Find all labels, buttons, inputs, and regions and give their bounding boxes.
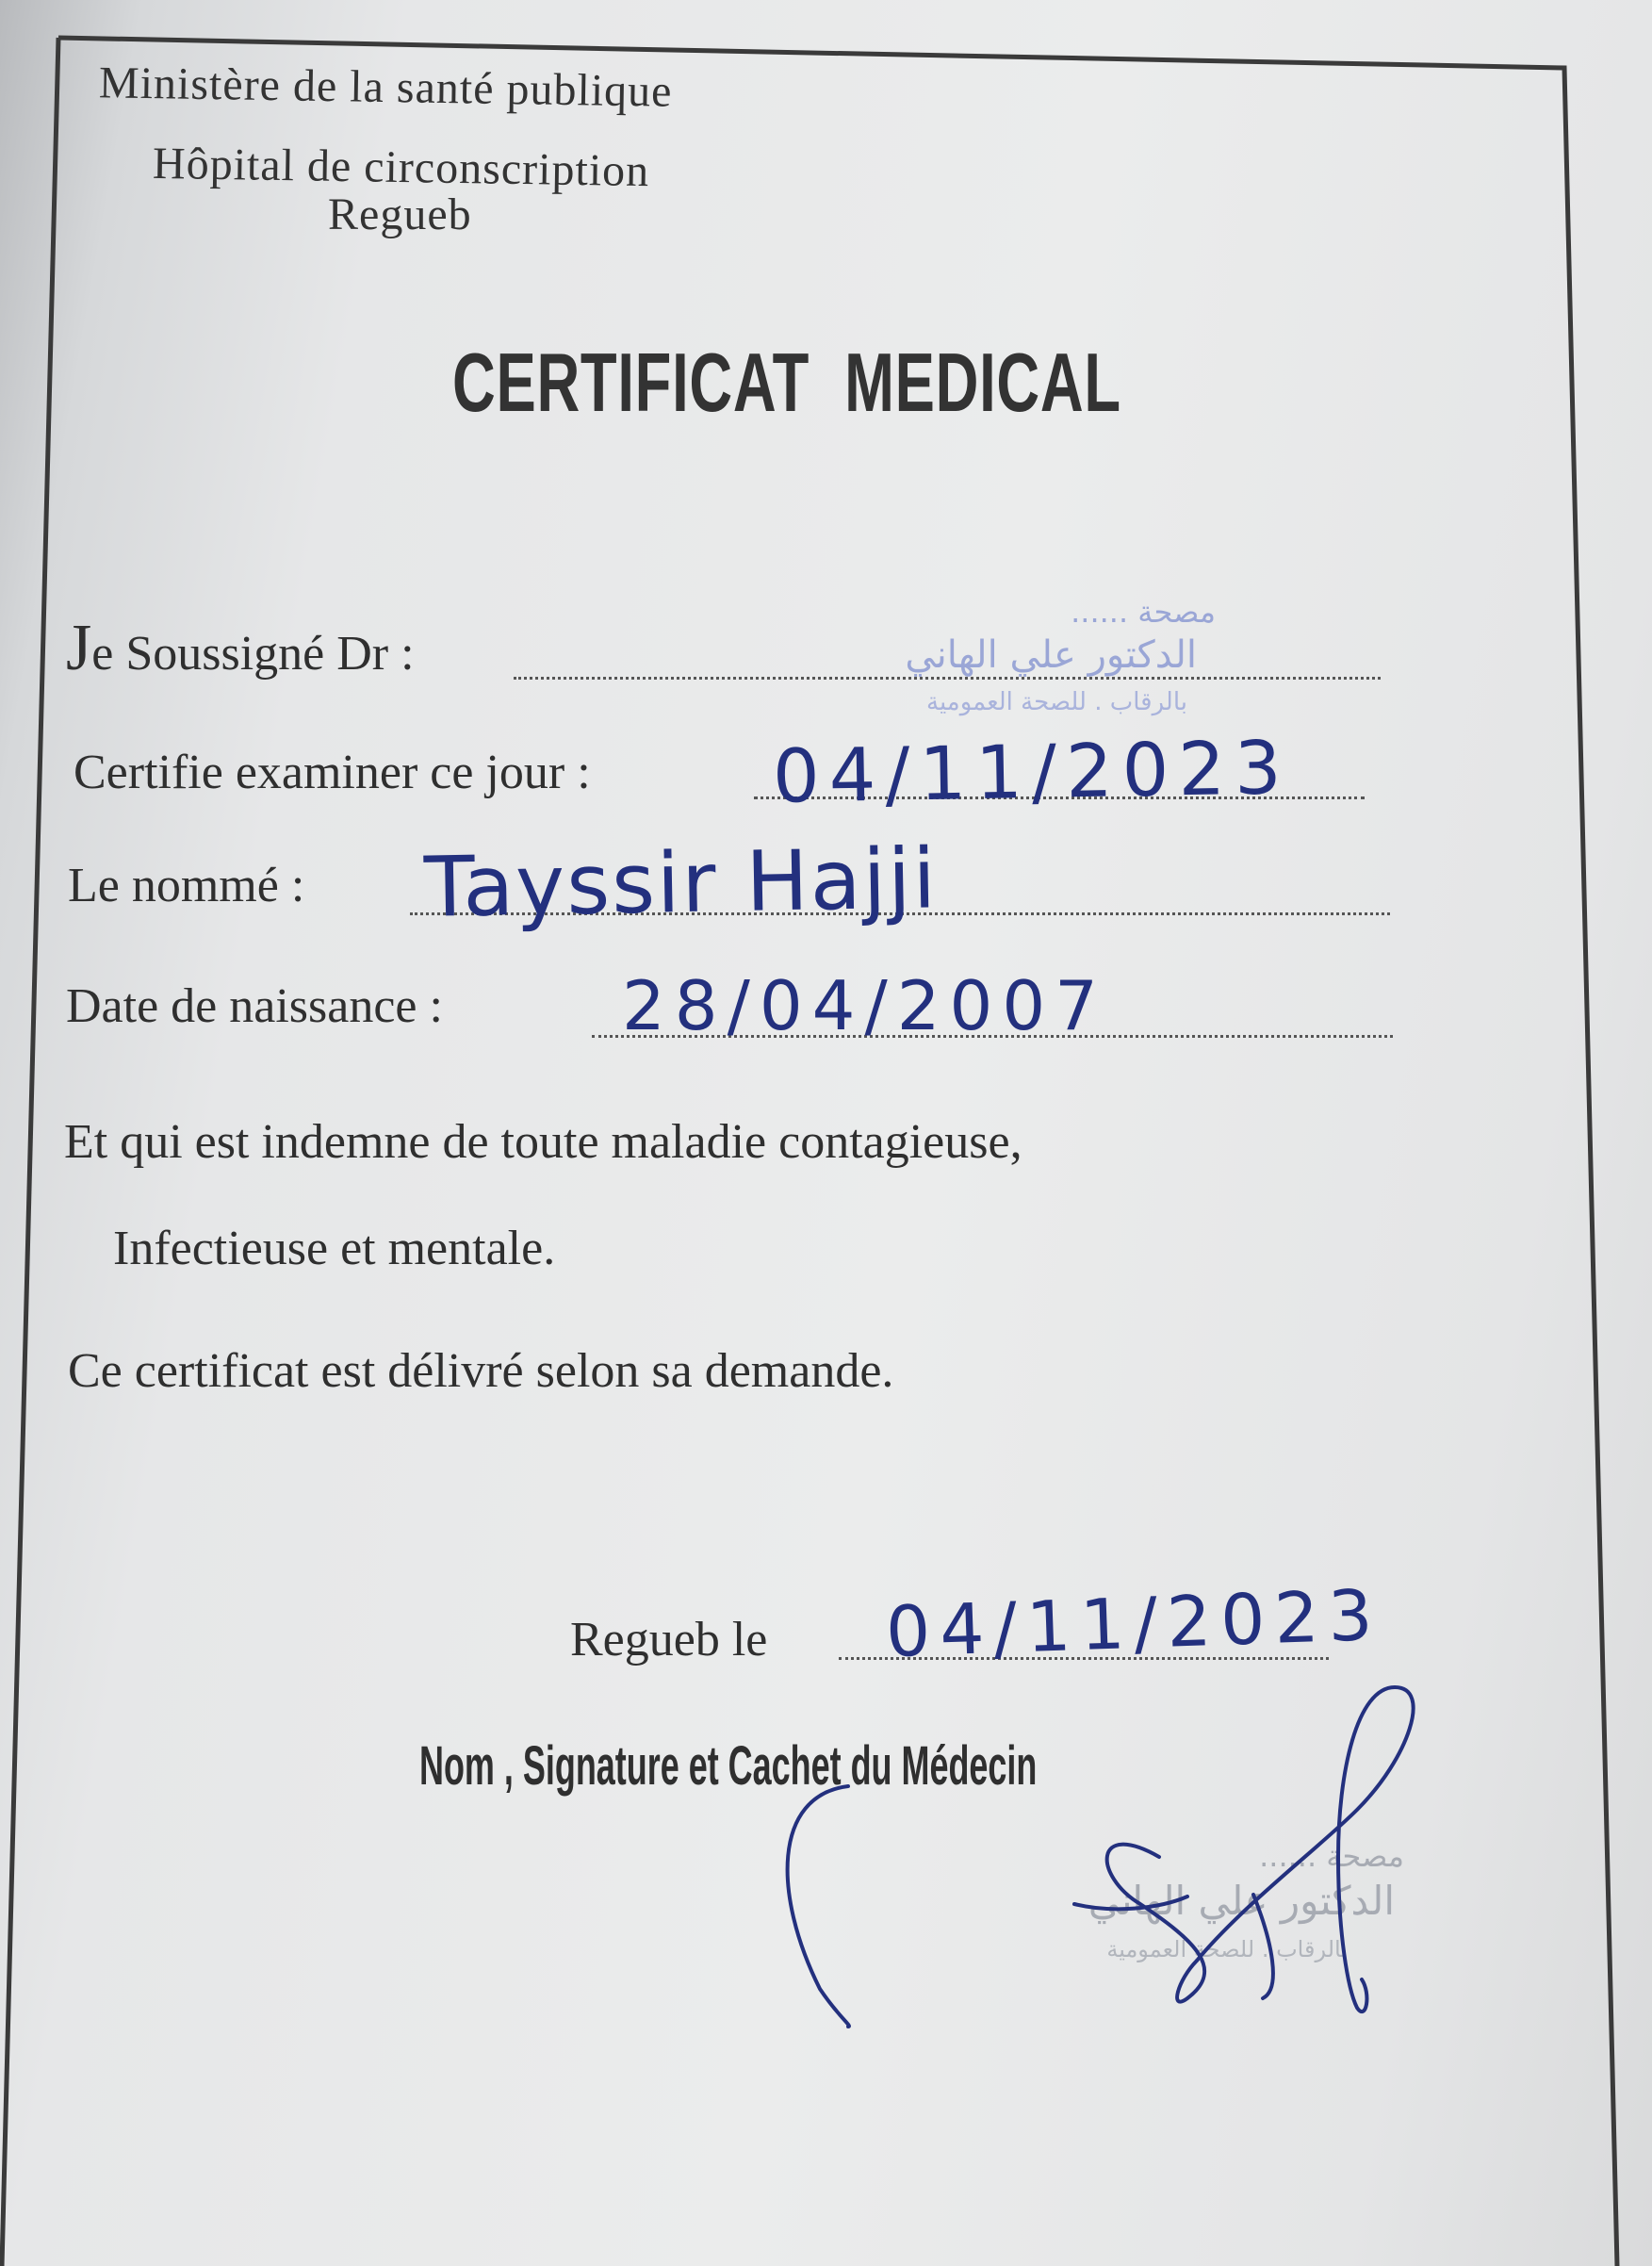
doctor-stamp-line-2: الدكتور علي الهاني (905, 633, 1197, 677)
signature-stamp-line-3: بالرقاب . للصحة العمومية (1106, 1936, 1348, 1962)
signature-stamp-line-1: مصحة ...... (1259, 1838, 1404, 1874)
exam-date-handwritten: 04/11/2023 (772, 726, 1292, 820)
exam-label: Certifie examiner ce jour : (74, 746, 591, 799)
doctor-stamp (820, 594, 1216, 735)
city-line: Regueb (328, 189, 472, 239)
birth-label: Date de naissance : (66, 979, 443, 1033)
doctor-label: Je Soussigné Dr : (66, 612, 415, 684)
certificate-title: CERTIFICAT MEDICAL (452, 336, 1121, 429)
body-line-1: Et qui est indemne de toute maladie contagieuse, (64, 1115, 1022, 1169)
place-date-handwritten: 04/11/2023 (884, 1574, 1383, 1674)
signature-stamp-line-2: الدكتور علي الهاني (1088, 1878, 1395, 1924)
birth-date-handwritten: 28/04/2007 (622, 966, 1107, 1045)
body-line-2: Infectieuse et mentale. (113, 1222, 556, 1275)
signature-stamp (952, 1838, 1404, 1979)
signature-caption: Nom , Signature et Cachet du Médecin (419, 1735, 1038, 1797)
place-label: Regueb le (570, 1613, 768, 1667)
doctor-stamp-line-1: مصحة ...... (1071, 594, 1216, 630)
hospital-line: Hôpital de circonscription (152, 138, 650, 197)
name-label: Le nommé : (68, 859, 305, 912)
patient-name-handwritten: Tayssir Hajji (423, 829, 939, 936)
ministry-line: Ministère de la santé publique (98, 57, 673, 117)
doctor-label-text: e Soussigné Dr : (91, 627, 415, 681)
body-line-3: Ce certificat est délivré selon sa demande. (68, 1344, 894, 1398)
doctor-stamp-line-3: بالرقاب . للصحة العمومية (926, 688, 1187, 716)
